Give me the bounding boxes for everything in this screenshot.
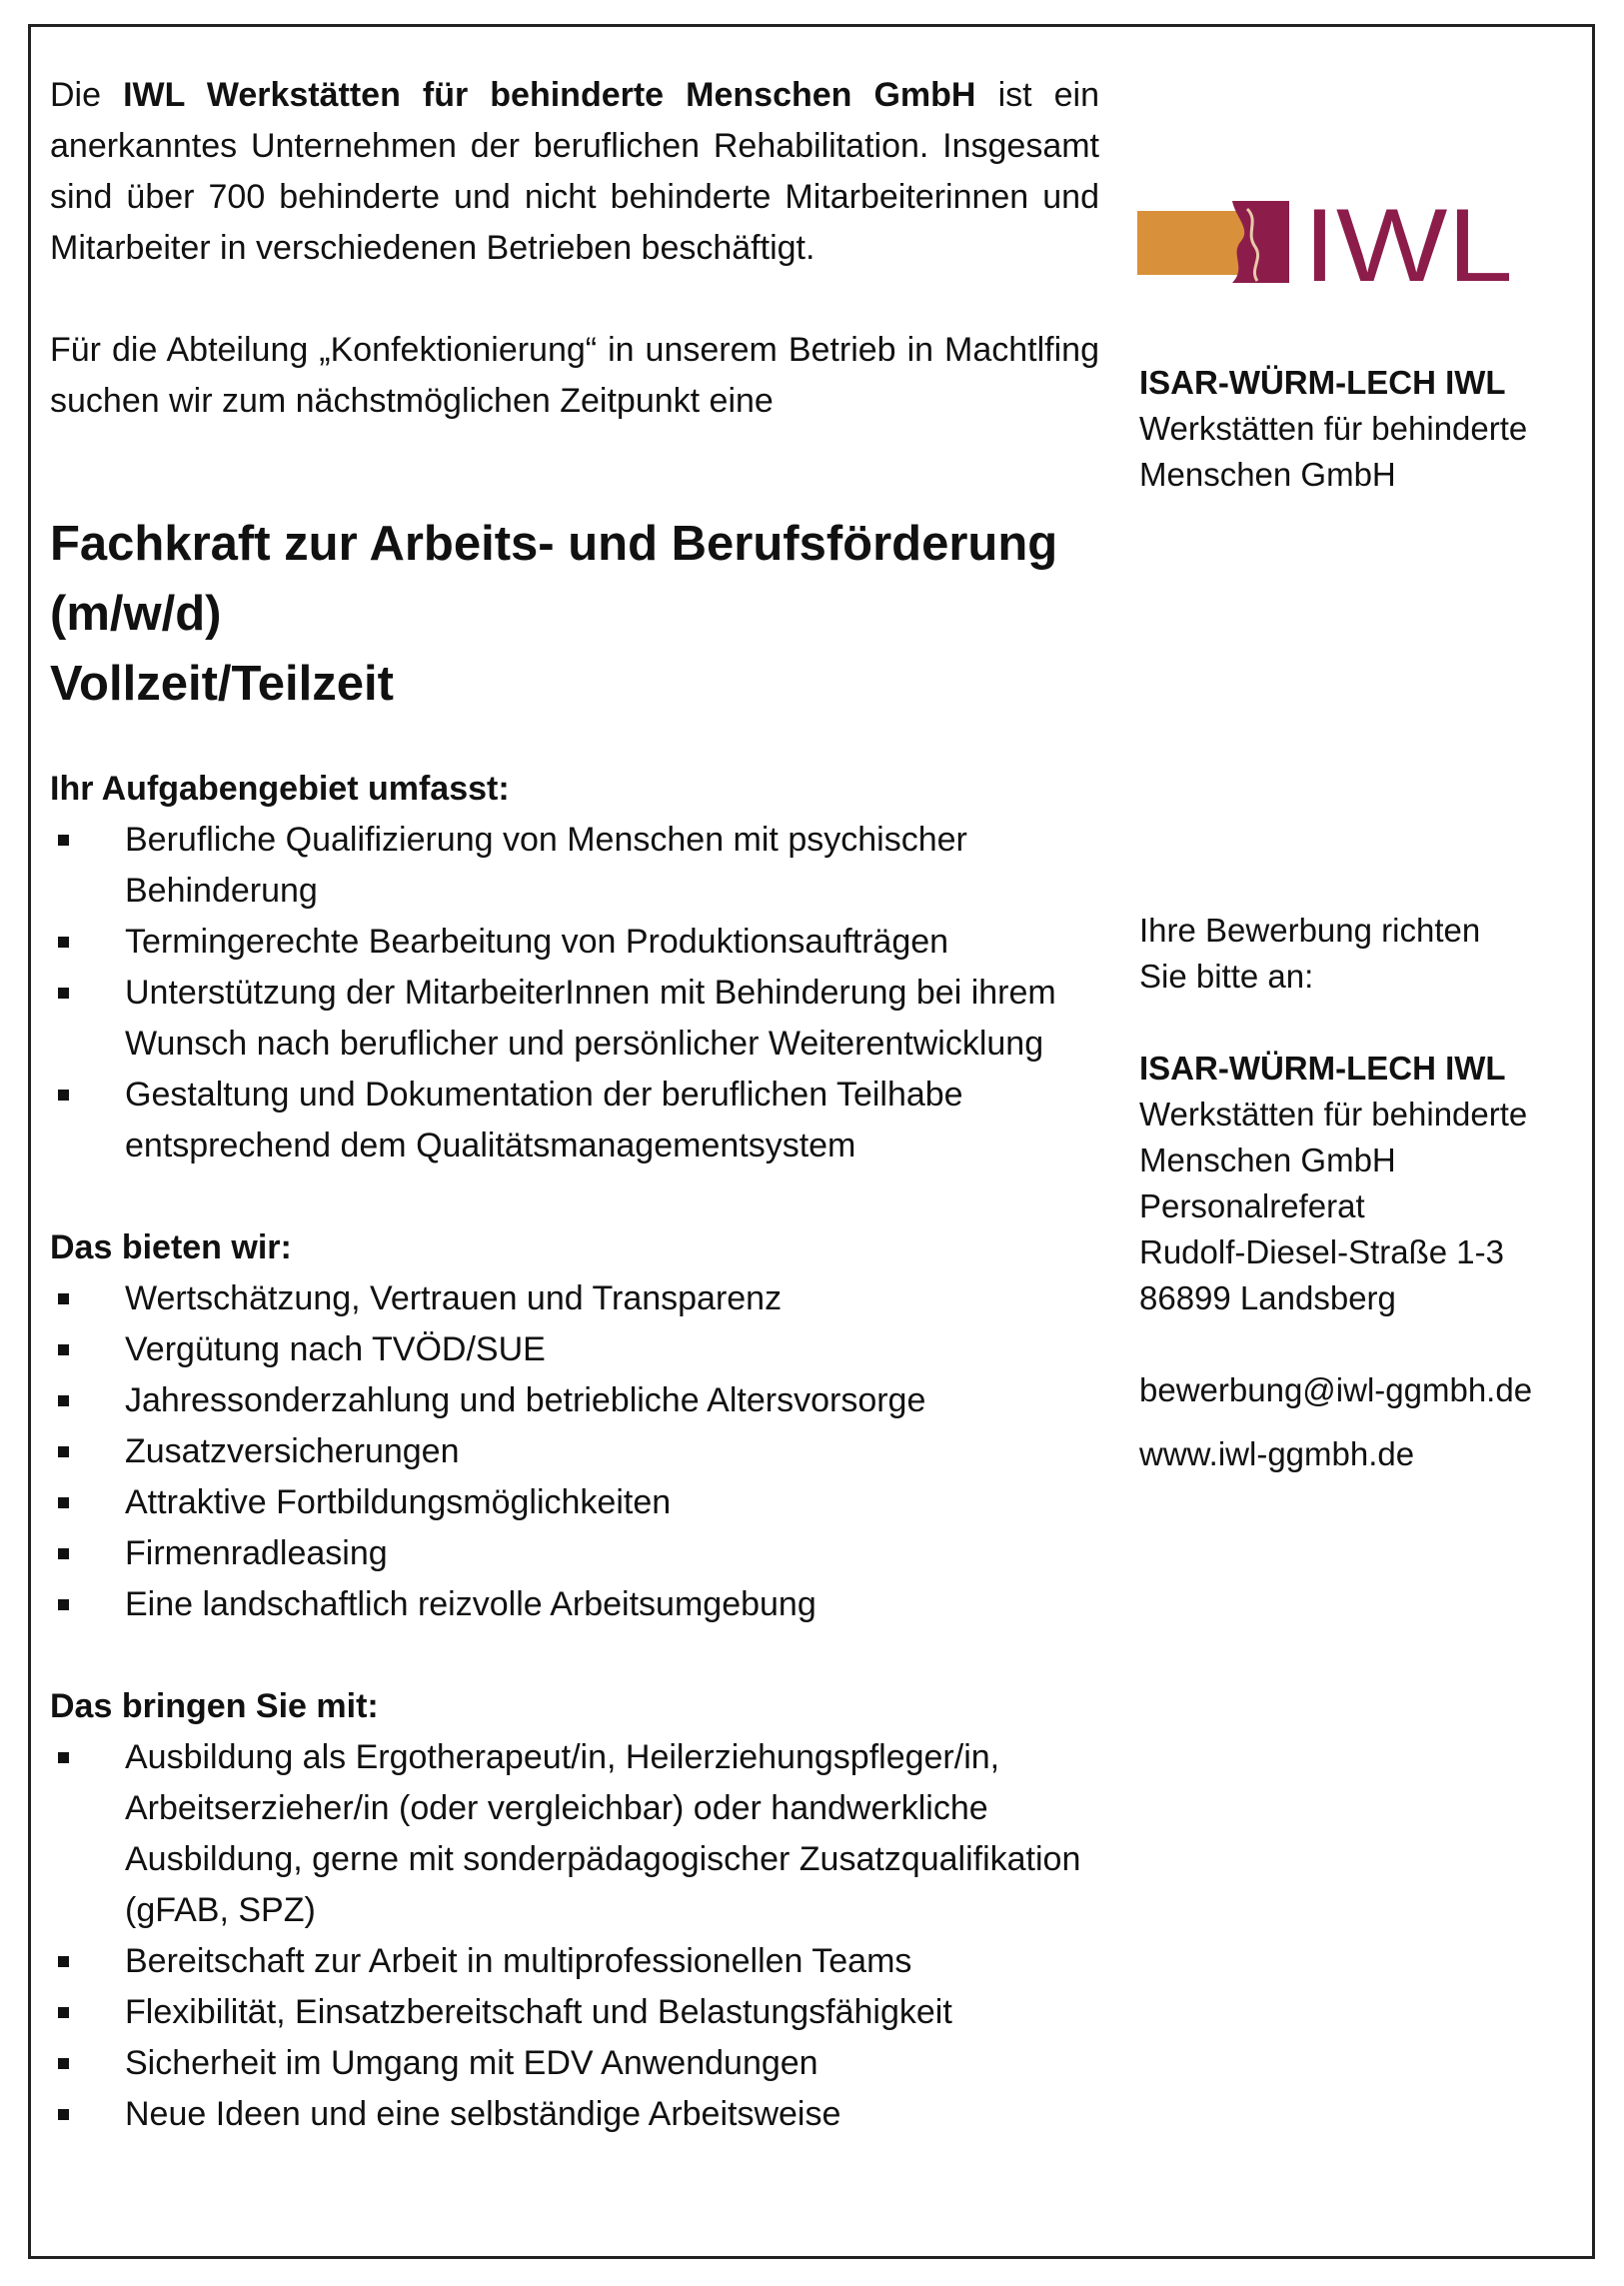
bullet-square-icon [58, 1344, 69, 1355]
bullet-square-icon [58, 1395, 69, 1406]
list-item: Eine landschaftlich reizvolle Arbeitsumgebung [50, 1579, 1099, 1630]
list-item: Zusatzversicherungen [50, 1426, 1099, 1477]
address-company: ISAR-WÜRM-LECH IWL [1139, 1050, 1506, 1087]
application-block: Ihre Bewerbung richten Sie bitte an: ISAR-WÜRM-LECH IWL Werkstätten für behinderte Menschen GmbH Personalreferat Rudolf-Diesel-Straße 1-3 86899 Landsberg bewerbung@iwl-ggmbh.de www.iwl-ggmbh.de [1139, 908, 1569, 1477]
email-link[interactable]: bewerbung@iwl-ggmbh.de [1139, 1371, 1533, 1408]
list-item: Gestaltung und Dokumentation der beruflichen Teilhabe entsprechend dem Qualitätsmanagementsystem [50, 1070, 1099, 1171]
website-link[interactable]: www.iwl-ggmbh.de [1139, 1435, 1415, 1472]
list-item: Termingerechte Bearbeitung von Produktionsaufträgen [50, 917, 1099, 968]
list-item: Wertschätzung, Vertrauen und Transparenz [50, 1273, 1099, 1324]
list-item: Jahressonderzahlung und betriebliche Altersvorsorge [50, 1375, 1099, 1426]
intro-paragraph: Die IWL Werkstätten für behinderte Menschen GmbH ist ein anerkanntes Unternehmen der beruflichen Rehabilitation. Insgesamt sind über 700 behinderte und nicht behinderte Mitarbeiterinnen und Mitarbeiter in verschiedenen Betrieben beschäftigt. [50, 76, 1100, 267]
bullet-square-icon [58, 1956, 69, 1967]
job-title: Fachkraft zur Arbeits- und Berufsförderung (m/w/d) Vollzeit/Teilzeit [50, 517, 1058, 711]
bullet-list [50, 815, 1099, 1171]
bullet-square-icon [58, 937, 69, 948]
section-heading: Das bieten wir: [50, 1228, 292, 1266]
list-item: Unterstützung der MitarbeiterInnen mit Behinderung bei ihrem Wunsch nach beruflicher und persönlicher Weiterentwicklung [50, 968, 1099, 1070]
bullet-square-icon [58, 1497, 69, 1508]
bullet-square-icon [58, 2007, 69, 2018]
bullet-square-icon [58, 2058, 69, 2069]
list-item: Flexibilität, Einsatzbereitschaft und Belastungsfähigkeit [50, 1987, 1099, 2038]
iwl-logo [1137, 195, 1517, 290]
bullet-square-icon [58, 1293, 69, 1304]
list-item: Berufliche Qualifizierung von Menschen mit psychischer Behinderung [50, 815, 1099, 917]
list-item: Bereitschaft zur Arbeit in multiprofessionellen Teams [50, 1936, 1099, 1987]
list-item: Attraktive Fortbildungsmöglichkeiten [50, 1477, 1099, 1528]
bullet-square-icon [58, 988, 69, 999]
list-item: Ausbildung als Ergotherapeut/in, Heilerziehungspfleger/in, Arbeitserzieher/in (oder vergleichbar) oder handwerkliche Ausbildung, gerne mit sonderpädagogischer Zusatzqualifikation (gFAB, SPZ) [50, 1732, 1099, 1936]
company-block: ISAR-WÜRM-LECH IWL Werkstätten für behinderte Menschen GmbH [1139, 364, 1528, 493]
bullet-square-icon [58, 1090, 69, 1101]
bullet-list [50, 1273, 1099, 1630]
job-sections [50, 764, 1099, 2140]
list-item: Firmenradleasing [50, 1528, 1099, 1579]
department-paragraph: Für die Abteilung „Konfektionierung“ in unserem Betrieb in Machtlfing suchen wir zum nächstmöglichen Zeitpunkt eine [50, 331, 1099, 420]
company-name-bold: IWL Werkstätten für behinderte Menschen GmbH [123, 76, 976, 114]
list-item: Neue Ideen und eine selbständige Arbeitsweise [50, 2089, 1099, 2140]
bullet-square-icon [58, 1446, 69, 1457]
list-item: Vergütung nach TVÖD/SUE [50, 1324, 1099, 1375]
list-item: Sicherheit im Umgang mit EDV Anwendungen [50, 2038, 1099, 2089]
section-heading: Das bringen Sie mit: [50, 1687, 379, 1725]
logo-text: IWL [1303, 195, 1513, 290]
bullet-square-icon [58, 1548, 69, 1559]
bullet-square-icon [58, 1599, 69, 1610]
logo-orange-block [1137, 211, 1245, 275]
bullet-square-icon [58, 2109, 69, 2120]
section-heading: Ihr Aufgabengebiet umfasst: [50, 770, 510, 808]
bullet-list [50, 1732, 1099, 2140]
bullet-square-icon [58, 1752, 69, 1763]
logo-burgundy-block [1232, 201, 1289, 283]
main-column [50, 70, 1099, 2140]
bullet-square-icon [58, 835, 69, 846]
